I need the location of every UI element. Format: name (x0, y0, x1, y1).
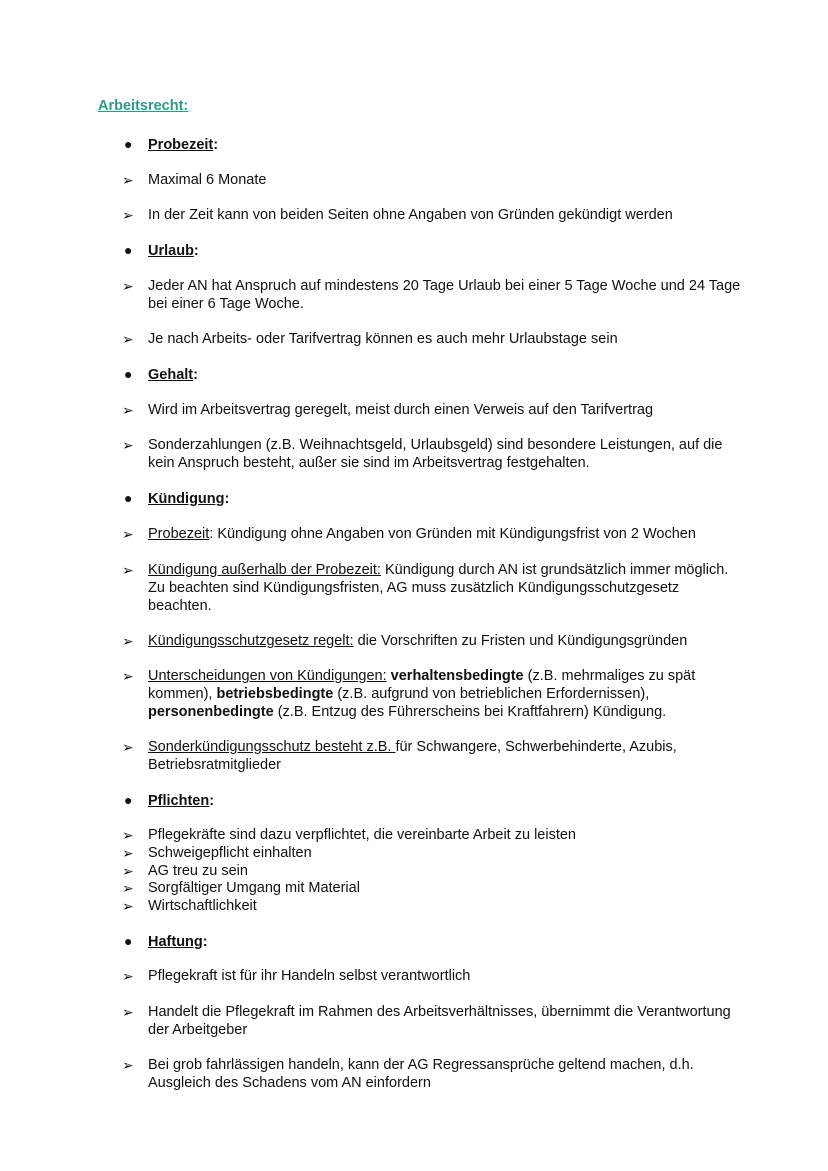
arrow-bullet-icon: ➢ (122, 402, 134, 418)
arrow-bullet-icon: ➢ (122, 845, 134, 861)
list-item: ➢ Sonderzahlungen (z.B. Weihnachtsgeld, Urlaubsgeld) sind besondere Leistungen, auf die kein Anspruch besteht, außer sie sind im Arbeitsvertrag festgehalten. (122, 437, 723, 471)
arrow-bullet-icon: ➢ (122, 1057, 134, 1073)
section-heading-kuendigung: ● Kündigung: (124, 490, 230, 507)
list-item: ➢ Handelt die Pflegekraft im Rahmen des Arbeitsverhältnisses, übernimmt die Verantwortung der Arbeitgeber (122, 1004, 731, 1038)
arrow-bullet-icon: ➢ (122, 827, 134, 843)
list-item: ➢ Unterscheidungen von Kündigungen: verhaltensbedingte (z.B. mehrmaliges zu spät kommen), betriebsbedingte (z.B. aufgrund von betrieblichen Erfordernissen), personenbedingte (z.B. Entzug des Führerscheins bei Kraftfahrern) Kündigung. (122, 668, 696, 720)
arrow-bullet-icon: ➢ (122, 562, 134, 578)
arrow-bullet-icon: ➢ (122, 739, 134, 755)
list-item: ➢ Pflegekräfte sind dazu verpflichtet, die vereinbarte Arbeit zu leisten (122, 827, 576, 843)
bullet-dot-icon: ● (124, 242, 133, 258)
bullet-dot-icon: ● (124, 792, 133, 808)
heading-text: Urlaub (148, 243, 194, 259)
list-item: ➢ Probezeit: Kündigung ohne Angaben von Gründen mit Kündigungsfrist von 2 Wochen (122, 526, 696, 542)
arrow-bullet-icon: ➢ (122, 172, 134, 188)
bullet-dot-icon: ● (124, 136, 133, 152)
bullet-dot-icon: ● (124, 366, 133, 382)
arrow-bullet-icon: ➢ (122, 880, 134, 896)
section-heading-haftung: ● Haftung: (124, 933, 208, 950)
arrow-bullet-icon: ➢ (122, 437, 134, 453)
section-heading-pflichten: ● Pflichten: (124, 792, 215, 809)
list-item: ➢ Schweigepflicht einhalten (122, 845, 312, 861)
bullet-dot-icon: ● (124, 490, 133, 506)
heading-text: Pflichten (148, 793, 210, 809)
arrow-bullet-icon: ➢ (122, 278, 134, 294)
list-item: ➢ Kündigung außerhalb der Probezeit: Kündigung durch AN ist grundsätzlich immer möglich. Zu beachten sind Kündigungsfristen, AG muss zusätzlich Kündigungsschutzgesetz beachten. (122, 562, 729, 614)
list-item: ➢ AG treu zu sein (122, 863, 248, 879)
arrow-bullet-icon: ➢ (122, 898, 134, 914)
arrow-bullet-icon: ➢ (122, 1004, 134, 1020)
list-item: ➢ Wird im Arbeitsvertrag geregelt, meist durch einen Verweis auf den Tarifvertrag (122, 402, 654, 418)
list-item: ➢ Sorgfältiger Umgang mit Material (122, 880, 360, 896)
section-heading-probezeit: ● Probezeit: (124, 136, 219, 153)
arrow-bullet-icon: ➢ (122, 863, 134, 879)
arrow-bullet-icon: ➢ (122, 668, 134, 684)
list-item: ➢ Maximal 6 Monate (122, 172, 267, 188)
bullet-dot-icon: ● (124, 933, 133, 949)
section-heading-urlaub: ● Urlaub: (124, 242, 199, 259)
arrow-bullet-icon: ➢ (122, 968, 134, 984)
heading-text: Kündigung (148, 491, 225, 507)
list-item: ➢ Wirtschaftlichkeit (122, 898, 257, 914)
heading-text: Probezeit (148, 137, 214, 153)
list-item: ➢ Kündigungsschutzgesetz regelt: die Vorschriften zu Fristen und Kündigungsgründen (122, 633, 688, 649)
list-item: ➢ Bei grob fahrlässigen handeln, kann der AG Regressansprüche geltend machen, d.h. Ausgleich des Schadens vom AN einfordern (122, 1057, 694, 1091)
list-item: ➢ Sonderkündigungsschutz besteht z.B. für Schwangere, Schwerbehinderte, Azubis, Betriebsratmitglieder (122, 739, 677, 773)
arrow-bullet-icon: ➢ (122, 633, 134, 649)
heading-text: Haftung (148, 934, 203, 950)
arrow-bullet-icon: ➢ (122, 207, 134, 223)
list-item: ➢ In der Zeit kann von beiden Seiten ohne Angaben von Gründen gekündigt werden (122, 207, 673, 223)
list-item: ➢ Jeder AN hat Anspruch auf mindestens 20 Tage Urlaub bei einer 5 Tage Woche und 24 Tage bei einer 6 Tage Woche. (122, 278, 741, 312)
list-item: ➢ Pflegekraft ist für ihr Handeln selbst verantwortlich (122, 968, 471, 984)
page-title: Arbeitsrecht: (98, 98, 189, 114)
section-heading-gehalt: ● Gehalt: (124, 366, 198, 383)
list-item: ➢ Je nach Arbeits- oder Tarifvertrag können es auch mehr Urlaubstage sein (122, 331, 618, 347)
arrow-bullet-icon: ➢ (122, 331, 134, 347)
arrow-bullet-icon: ➢ (122, 526, 134, 542)
heading-text: Gehalt (148, 367, 194, 383)
